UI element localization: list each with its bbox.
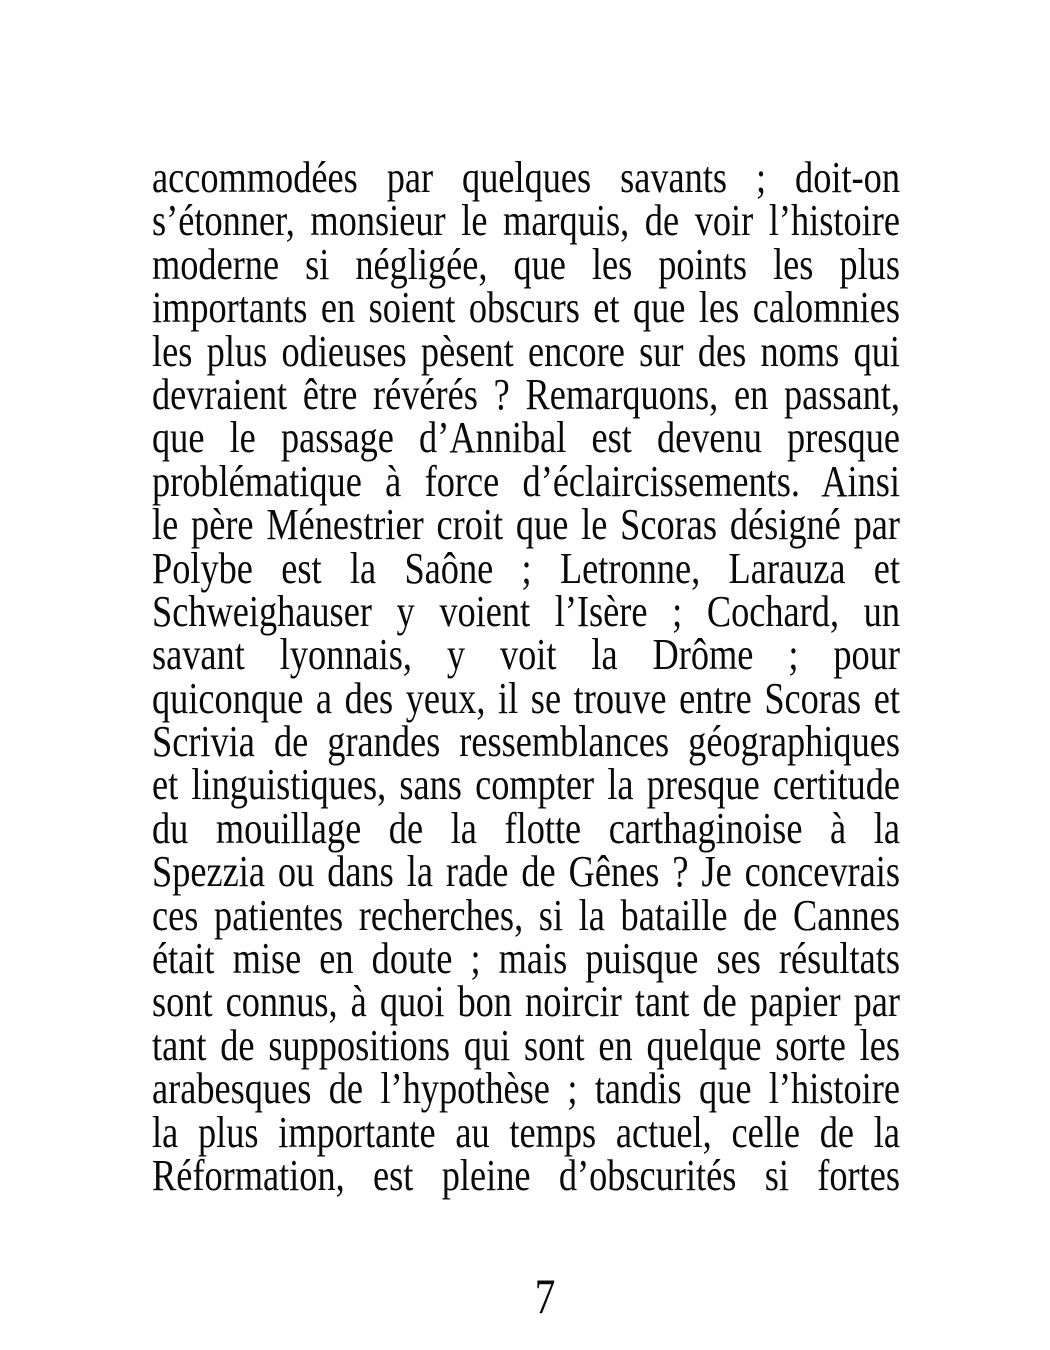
page-number: 7 — [534, 1268, 556, 1324]
text-line-6: devraient être révérés ? Remarquons, en passant, — [152, 369, 900, 419]
text-line-10: Polybe est la Saône ; Letronne, Larauza et — [152, 543, 900, 593]
text-line-5: les plus odieuses pèsent encore sur des noms qui — [152, 326, 900, 376]
text-line-19: était mise en doute ; mais puisque ses résultats — [152, 934, 900, 984]
text-line-20: sont connus, à quoi bon noircir tant de papier par — [152, 977, 900, 1027]
text-line-3: moderne si négligée, que les points les plus — [152, 239, 900, 289]
text-line-24: Réformation, est pleine d’obscurités si fortes — [152, 1150, 900, 1200]
text-line-7: que le passage d’Annibal est devenu presque — [152, 413, 900, 463]
text-line-17: Spezzia ou dans la rade de Gênes ? Je concevrais — [152, 847, 900, 897]
text-line-1: accommodées par quelques savants ; doit-on — [152, 153, 900, 202]
text-line-9: le père Ménestrier croit que le Scoras désigné par — [152, 500, 900, 550]
text-line-15: et linguistiques, sans compter la presque certitude — [152, 760, 900, 810]
text-line-18: ces patientes recherches, si la bataille de Cannes — [152, 890, 900, 940]
text-line-8: problématique à force d’éclaircissements. Ainsi — [152, 456, 900, 506]
text-line-21: tant de suppositions qui sont en quelque sorte les — [152, 1020, 900, 1070]
text-block — [152, 153, 900, 1200]
text-line-12: savant lyonnais, y voit la Drôme ; pour — [152, 630, 900, 680]
text-line-4: importants en soient obscurs et que les calomnies — [152, 283, 900, 333]
text-line-22: arabesques de l’hypothèse ; tandis que l’histoire — [152, 1064, 900, 1114]
text-line-13: quiconque a des yeux, il se trouve entre Scoras et — [152, 673, 900, 723]
text-line-11: Schweighauser y voient l’Isère ; Cochard, un — [152, 586, 900, 636]
text-line-14: Scrivia de grandes ressemblances géographiques — [152, 717, 900, 767]
text-line-23: la plus importante au temps actuel, celle de la — [152, 1107, 900, 1157]
text-line-16: du mouillage de la flotte carthaginoise à la — [152, 803, 900, 853]
text-line-2: s’étonner, monsieur le marquis, de voir l’histoire — [152, 196, 900, 246]
